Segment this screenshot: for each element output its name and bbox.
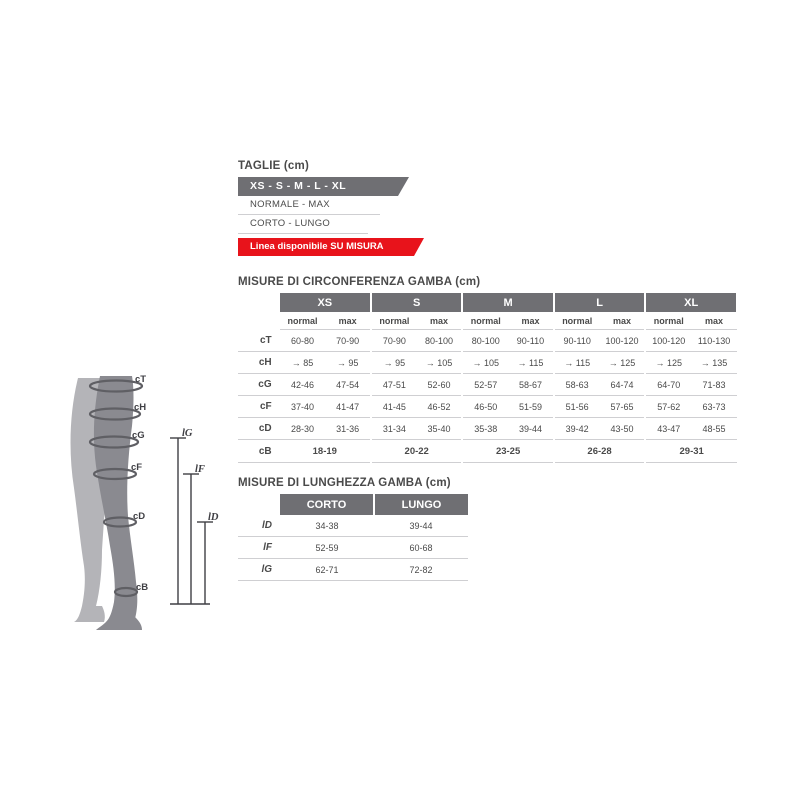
cell-cG-s-normal: 47-51 xyxy=(371,374,417,396)
taglie-option-1-label: NORMALE - MAX xyxy=(250,199,330,210)
sub-header-m-max: max xyxy=(508,312,554,330)
content-column xyxy=(238,160,738,581)
cell-cH-l-max: → 125 xyxy=(600,352,646,374)
custom-line-band-tail xyxy=(414,238,424,256)
cell-lF-lungo: 60-68 xyxy=(374,537,468,559)
cell-cG-m-normal: 52-57 xyxy=(462,374,508,396)
sub-header-xl-max: max xyxy=(691,312,737,330)
corner-cell-2 xyxy=(238,312,280,330)
cell-cF-l-normal: 51-56 xyxy=(554,396,600,418)
table-row xyxy=(238,374,737,396)
sizes-band-tail xyxy=(398,177,409,196)
cell-cG-s-max: 52-60 xyxy=(417,374,463,396)
sub-header-l-max: max xyxy=(600,312,646,330)
length-table xyxy=(238,494,468,581)
table-row xyxy=(238,352,737,374)
cell-cF-xs-max: 41-47 xyxy=(325,396,371,418)
circumference-title: MISURE DI CIRCONFERENZA GAMBA (cm) xyxy=(238,276,481,288)
cell-lG-lungo: 72-82 xyxy=(374,559,468,581)
table-row xyxy=(238,440,737,463)
cell-cF-s-normal: 41-45 xyxy=(371,396,417,418)
cell-cT-s-max: 80-100 xyxy=(417,330,463,352)
cell-cD-xl-normal: 43-47 xyxy=(645,418,691,440)
cell-lG-corto: 62-71 xyxy=(280,559,374,581)
row-label-lF: lF xyxy=(238,537,280,559)
cell-cF-s-max: 46-52 xyxy=(417,396,463,418)
cell-cH-l-normal: → 115 xyxy=(554,352,600,374)
cell-cT-xs-max: 70-90 xyxy=(325,330,371,352)
cell-cB-s: 20-22 xyxy=(371,440,462,463)
taglie-option-normale-max xyxy=(238,196,380,215)
cell-cH-xl-normal: → 125 xyxy=(645,352,691,374)
cell-cH-m-normal: → 105 xyxy=(462,352,508,374)
cell-cF-xs-normal: 37-40 xyxy=(280,396,326,418)
row-label-cB: cB xyxy=(238,440,280,463)
row-label-cT: cT xyxy=(238,330,280,352)
cell-cB-xl: 29-31 xyxy=(645,440,737,463)
cell-cF-xl-max: 63-73 xyxy=(691,396,737,418)
cell-cG-xs-max: 47-54 xyxy=(325,374,371,396)
length-header-corto: CORTO xyxy=(280,494,374,515)
cell-lF-corto: 52-59 xyxy=(280,537,374,559)
cell-cD-xs-max: 31-36 xyxy=(325,418,371,440)
size-group-s: S xyxy=(371,293,462,312)
figure-label-lG: lG xyxy=(182,428,193,439)
cell-cF-m-max: 51-59 xyxy=(508,396,554,418)
leg-diagram-svg xyxy=(60,370,235,630)
cell-cH-s-max: → 105 xyxy=(417,352,463,374)
table-row xyxy=(238,396,737,418)
length-header-lungo: LUNGO xyxy=(374,494,468,515)
row-label-cF: cF xyxy=(238,396,280,418)
sub-header-s-max: max xyxy=(417,312,463,330)
figure-label-cH: cH xyxy=(134,402,147,413)
cell-cT-s-normal: 70-90 xyxy=(371,330,417,352)
table-row xyxy=(238,330,737,352)
leg-diagram xyxy=(60,370,235,630)
table-row xyxy=(238,418,737,440)
table-row xyxy=(238,559,468,581)
taglie-option-2-label: CORTO - LUNGO xyxy=(250,218,331,229)
cell-cH-xl-max: → 135 xyxy=(691,352,737,374)
row-label-lD: lD xyxy=(238,515,280,537)
custom-line-band xyxy=(238,238,414,256)
figure-label-cB: cB xyxy=(136,582,149,593)
figure-label-cF: cF xyxy=(131,462,143,473)
cell-cT-xs-normal: 60-80 xyxy=(280,330,326,352)
cell-cD-s-max: 35-40 xyxy=(417,418,463,440)
taglie-option-corto-lungo xyxy=(238,215,368,234)
size-group-l: L xyxy=(554,293,646,312)
cell-cH-xs-normal: → 85 xyxy=(280,352,326,374)
circumference-table xyxy=(238,293,738,463)
cell-cF-xl-normal: 57-62 xyxy=(645,396,691,418)
foot-back-shape xyxy=(74,606,105,622)
cell-cG-m-max: 58-67 xyxy=(508,374,554,396)
sizes-band xyxy=(238,177,738,196)
figure-label-cD: cD xyxy=(133,511,146,522)
sub-header-xl-normal: normal xyxy=(645,312,691,330)
cell-cH-xs-max: → 95 xyxy=(325,352,371,374)
cell-cG-xs-normal: 42-46 xyxy=(280,374,326,396)
length-title: MISURE DI LUNGHEZZA GAMBA (cm) xyxy=(238,477,451,489)
custom-line-band-label: Linea disponibile SU MISURA xyxy=(250,241,384,252)
cell-cB-m: 23-25 xyxy=(462,440,553,463)
cell-cF-l-max: 57-65 xyxy=(600,396,646,418)
sub-header-xs-max: max xyxy=(325,312,371,330)
sub-header-s-normal: normal xyxy=(371,312,417,330)
cell-cG-l-max: 64-74 xyxy=(600,374,646,396)
cell-cH-s-normal: → 95 xyxy=(371,352,417,374)
cell-cF-m-normal: 46-50 xyxy=(462,396,508,418)
taglie-title: TAGLIE (cm) xyxy=(238,160,309,172)
row-label-cD: cD xyxy=(238,418,280,440)
size-group-xl: XL xyxy=(645,293,737,312)
sub-header-xs-normal: normal xyxy=(280,312,326,330)
cell-cD-s-normal: 31-34 xyxy=(371,418,417,440)
sub-header-m-normal: normal xyxy=(462,312,508,330)
figure-label-cT: cT xyxy=(135,374,147,385)
cell-cT-xl-normal: 100-120 xyxy=(645,330,691,352)
row-label-lG: lG xyxy=(238,559,280,581)
table-row xyxy=(238,537,468,559)
size-group-xs: XS xyxy=(280,293,371,312)
cell-cT-l-max: 100-120 xyxy=(600,330,646,352)
figure-label-lD: lD xyxy=(208,512,219,523)
row-label-cH: cH xyxy=(238,352,280,374)
cell-cH-m-max: → 115 xyxy=(508,352,554,374)
circumference-size-group-header-row xyxy=(238,293,737,312)
figure-label-lF: lF xyxy=(195,464,205,475)
sizes-band-label: XS - S - M - L - XL xyxy=(250,180,347,192)
corner-cell-3 xyxy=(238,494,280,515)
circumference-sub-header-row xyxy=(238,312,737,330)
cell-cT-m-normal: 80-100 xyxy=(462,330,508,352)
cell-cG-l-normal: 58-63 xyxy=(554,374,600,396)
cell-cD-xl-max: 48-55 xyxy=(691,418,737,440)
cell-cD-l-normal: 39-42 xyxy=(554,418,600,440)
length-header-row xyxy=(238,494,468,515)
cell-cG-xl-normal: 64-70 xyxy=(645,374,691,396)
cell-cD-m-max: 39-44 xyxy=(508,418,554,440)
cell-cG-xl-max: 71-83 xyxy=(691,374,737,396)
figure-label-cG: cG xyxy=(132,430,145,441)
size-group-m: M xyxy=(462,293,553,312)
cell-cB-xs: 18-19 xyxy=(280,440,371,463)
cell-cT-l-normal: 90-110 xyxy=(554,330,600,352)
corner-cell xyxy=(238,293,280,312)
row-label-cG: cG xyxy=(238,374,280,396)
cell-cT-m-max: 90-110 xyxy=(508,330,554,352)
table-row xyxy=(238,515,468,537)
cell-cD-m-normal: 35-38 xyxy=(462,418,508,440)
cell-cB-l: 26-28 xyxy=(554,440,646,463)
cell-cD-l-max: 43-50 xyxy=(600,418,646,440)
cell-lD-corto: 34-38 xyxy=(280,515,374,537)
cell-cD-xs-normal: 28-30 xyxy=(280,418,326,440)
cell-lD-lungo: 39-44 xyxy=(374,515,468,537)
sub-header-l-normal: normal xyxy=(554,312,600,330)
cell-cT-xl-max: 110-130 xyxy=(691,330,737,352)
